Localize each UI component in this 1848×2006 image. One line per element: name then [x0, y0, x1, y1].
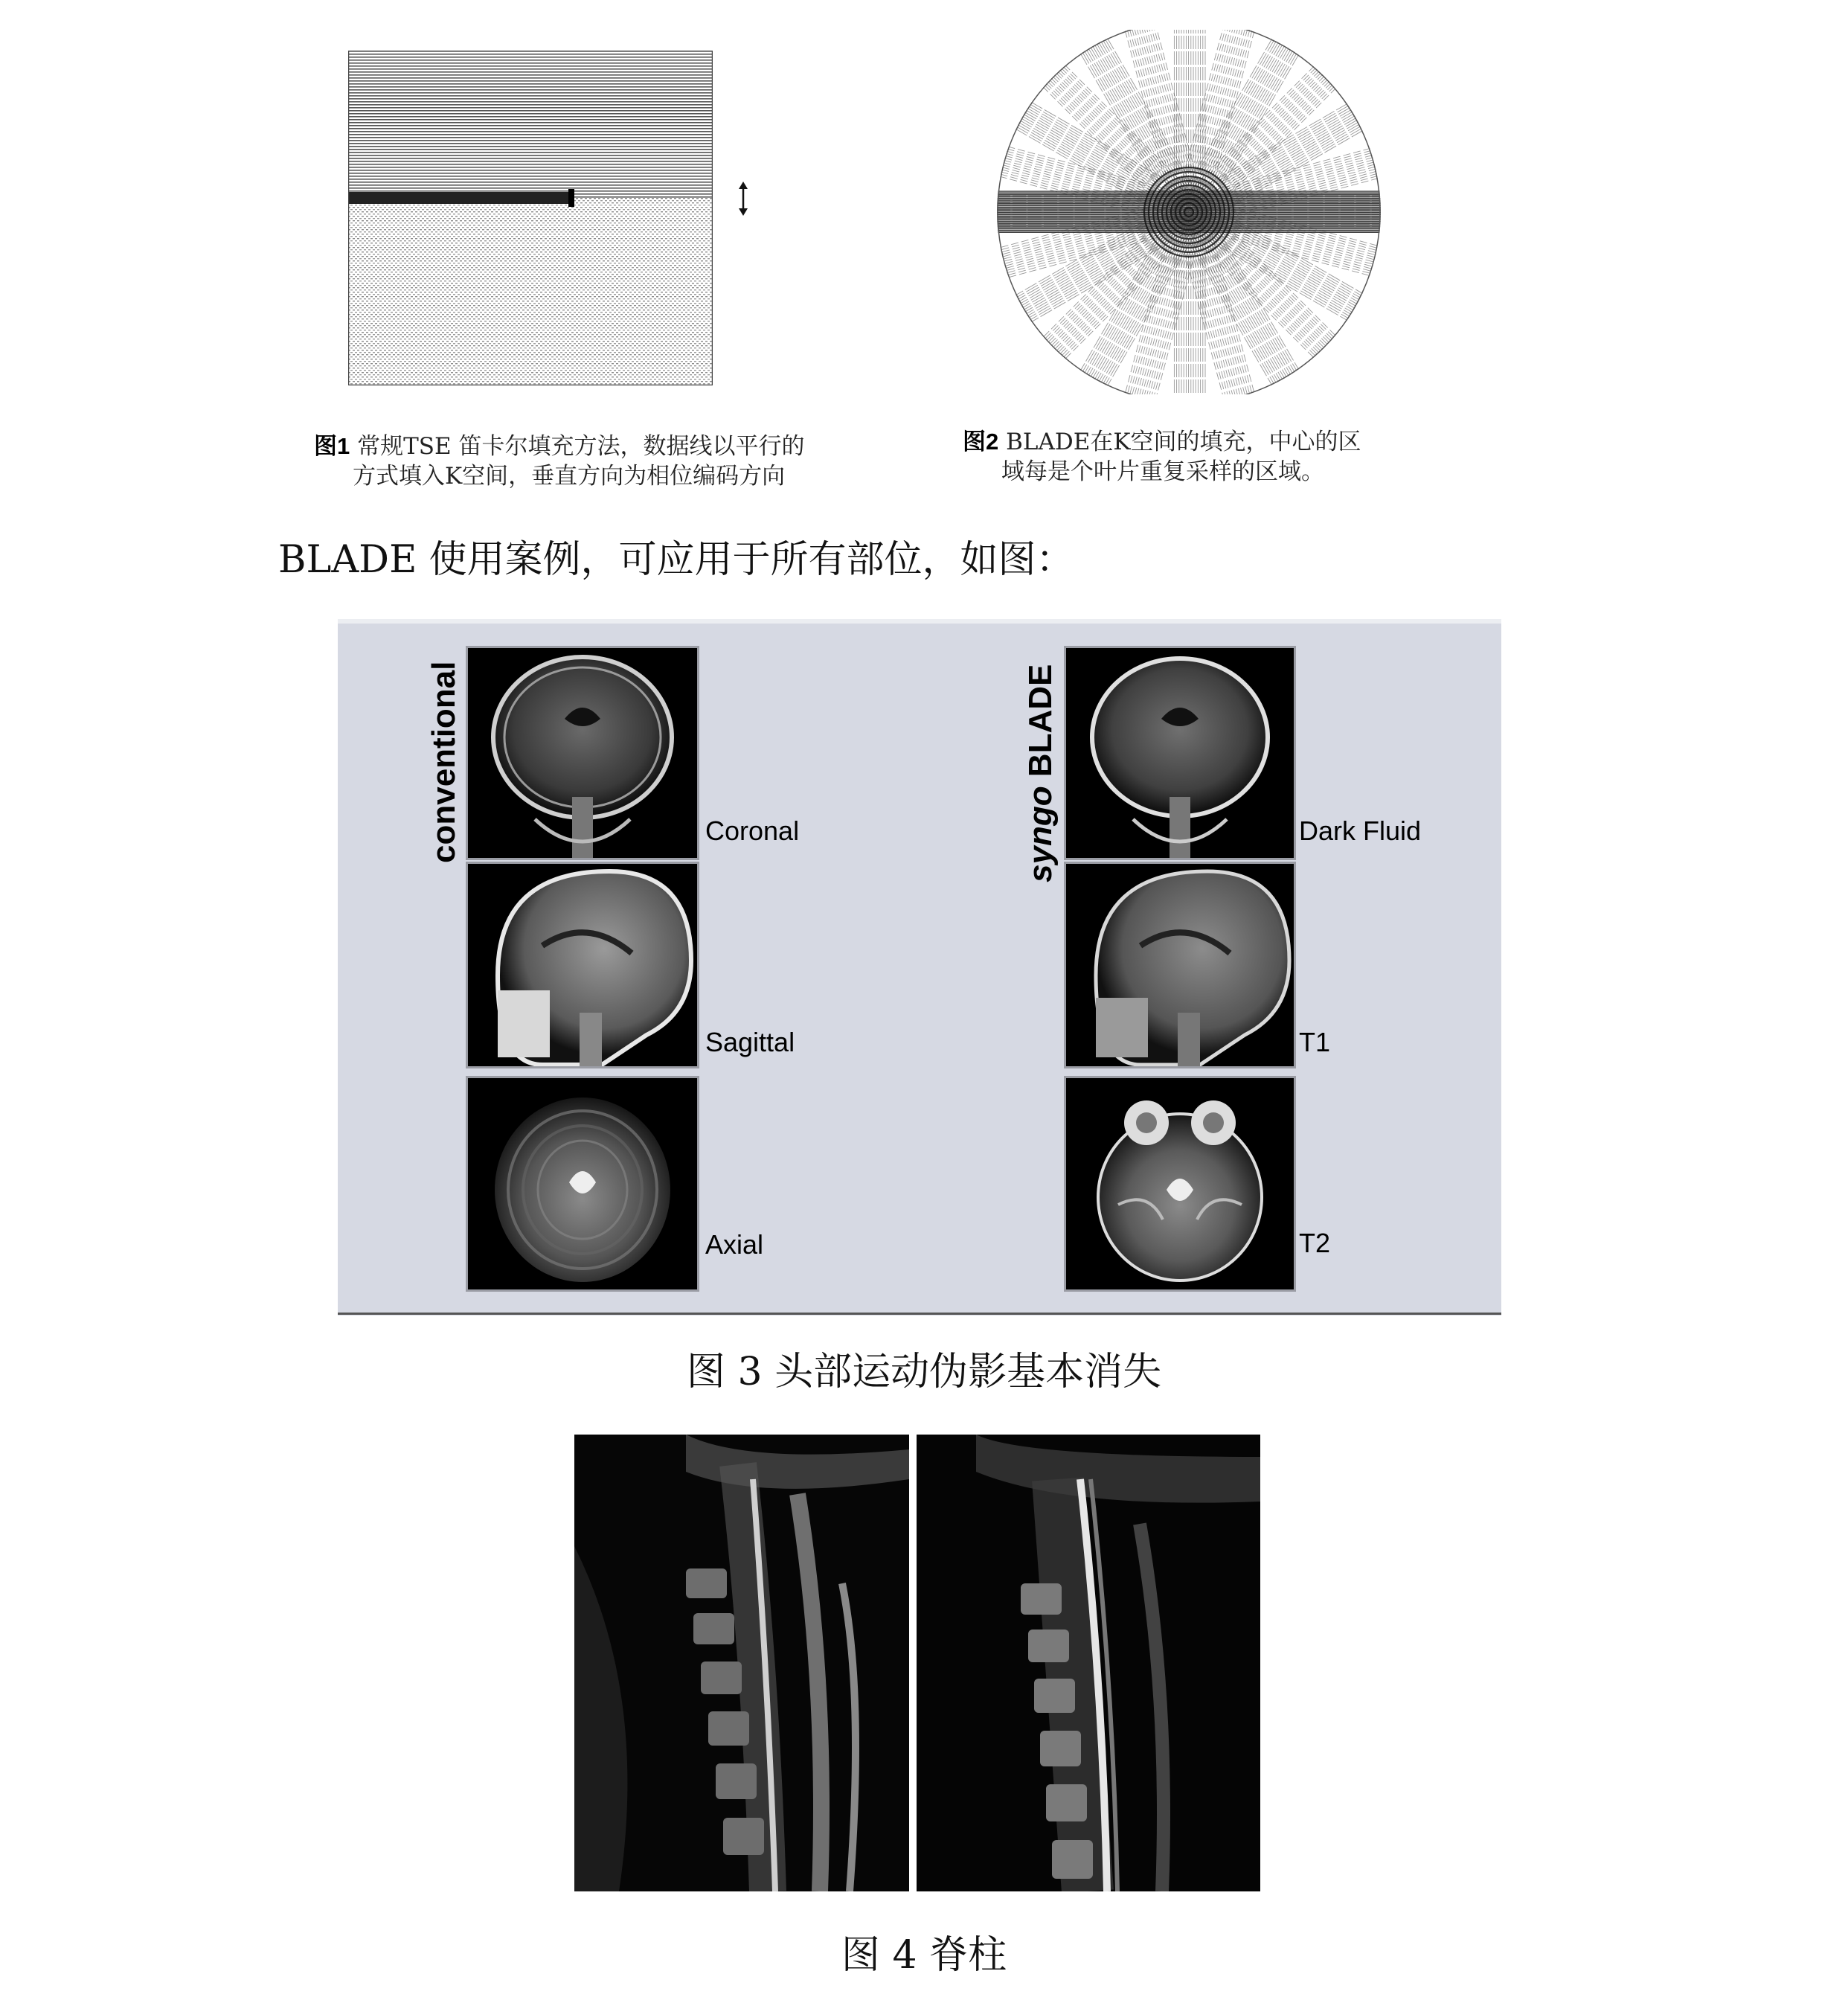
mri-t2-blade [1064, 1076, 1296, 1292]
intro-paragraph: BLADE 使用案例，可应用于所有部位，如图： [278, 538, 1074, 582]
figure-2-caption-line1: BLADE在K空间的填充，中心的区 [1006, 429, 1361, 455]
spine-mri-conventional [574, 1435, 909, 1891]
mri-axial-conventional [466, 1076, 699, 1292]
blade-column-title [1022, 664, 1059, 882]
cartesian-kspace-diagram [348, 51, 713, 385]
spine-mri-blade [917, 1435, 1260, 1891]
figure-2-caption-line2: 域每是个叶片重复采样的区域。 [1001, 458, 1324, 485]
mri-t1-blade [1064, 862, 1296, 1068]
blade-kspace-diagram [995, 30, 1382, 394]
syngo-label: syngo [1022, 786, 1059, 882]
label-t1: T1 [1299, 1027, 1331, 1057]
label-dark-fluid: Dark Fluid [1299, 815, 1422, 846]
mri-sagittal-conventional [466, 862, 699, 1068]
label-sagittal: Sagittal [705, 1027, 795, 1057]
figure-2-number: 图2 [963, 429, 999, 455]
mri-coronal-conventional [466, 646, 699, 860]
panel-bottom-border [338, 1313, 1501, 1315]
figure-1-caption-line1: 常规TSE 笛卡尔填充方法，数据线以平行的 [357, 433, 805, 460]
blade-label: BLADE [1022, 664, 1059, 786]
label-axial: Axial [705, 1229, 764, 1260]
figure-1-caption [314, 432, 879, 491]
figure-1-caption-line2: 方式填入K空间，垂直方向为相位编码方向 [353, 463, 786, 490]
mri-dark-fluid-blade [1064, 646, 1296, 860]
updown-arrow-icon [737, 182, 750, 216]
figure-4-caption: 图 4 脊柱 [841, 1933, 1007, 1978]
panel-top-border [338, 619, 1501, 624]
figure-2-caption [963, 427, 1528, 487]
figure-1-number: 图1 [314, 433, 350, 459]
conventional-column-title: conventional [426, 661, 462, 863]
figure-3-caption: 图 3 头部运动伪影基本消失 [686, 1350, 1162, 1394]
label-coronal: Coronal [705, 815, 800, 846]
label-t2: T2 [1299, 1228, 1331, 1258]
